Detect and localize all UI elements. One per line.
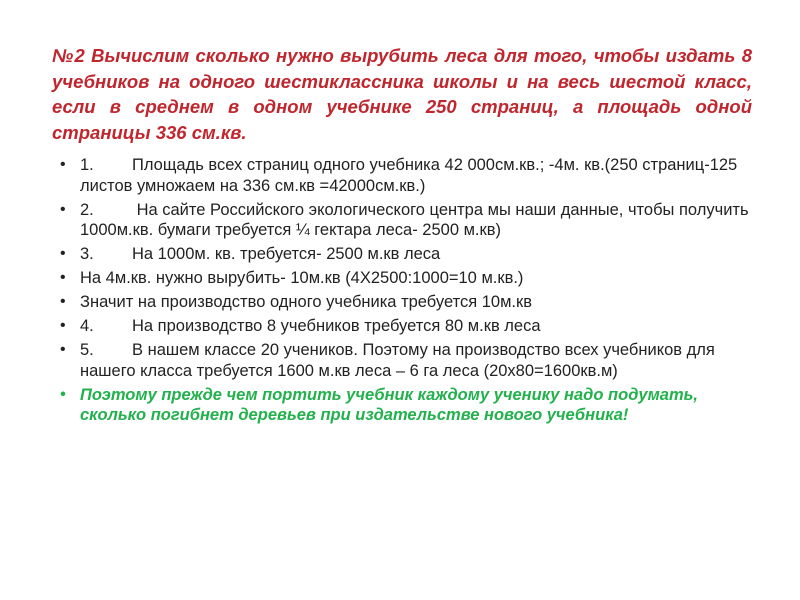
item-text: Значит на производство одного учебника требуется 10м.кв: [80, 293, 532, 311]
slide-title: №2 Вычислим сколько нужно вырубить леса для того, чтобы издать 8 учебников на одного шестиклассника школы и на весь шестой класс, если в среднем в одном учебнике 250 страниц, а площадь одной страницы 336 см.кв.: [52, 45, 752, 143]
item-text: На 4м.кв. нужно вырубить- 10м.кв (4Х2500:1000=10 м.кв.): [80, 269, 524, 287]
item-number: 4.: [80, 317, 94, 335]
list-item-3: [60, 244, 760, 265]
list-item-1: [60, 155, 760, 196]
item-text: На 1000м. кв. требуется- 2500 м.кв леса: [132, 245, 441, 263]
conclusion-item: [60, 385, 760, 426]
bullet-icon: •: [60, 385, 66, 403]
bullet-icon: •: [60, 200, 66, 218]
bullet-icon: •: [60, 269, 66, 286]
bullet-list: [60, 155, 760, 429]
item-text: В нашем классе 20 учеников. Поэтому на производство всех учебников для нашего класса требуется 1600 м.кв леса – 6 га леса (20х80=1600кв.м): [80, 341, 715, 380]
list-item-6: [60, 316, 760, 337]
item-number: 5.: [80, 341, 94, 359]
list-item-7: [60, 340, 760, 381]
list-item-4: [60, 268, 760, 289]
conclusion-text: Поэтому прежде чем портить учебник каждому ученику надо подумать, сколько погибнет деревьев при издательстве нового учебника!: [80, 385, 699, 424]
bullet-icon: •: [60, 293, 66, 310]
item-number: 2.: [80, 200, 94, 219]
item-number: 3.: [80, 245, 94, 263]
bullet-icon: •: [60, 156, 66, 173]
bullet-icon: •: [60, 317, 66, 334]
item-text: На производство 8 учебников требуется 80 м.кв леса: [132, 317, 541, 335]
list-item-2: [60, 200, 760, 241]
item-text: На сайте Российского экологического центра мы наши данные, чтобы получить 1000м.кв. бумаги требуется ¼ гектара леса- 2500 м.кв): [80, 200, 749, 239]
item-text: Площадь всех страниц одного учебника 42 000см.кв.; -4м. кв.(250 страниц-125 листов умножаем на 336 см.кв =42000см.кв.): [80, 156, 738, 195]
bullet-icon: •: [60, 245, 66, 262]
item-number: 1.: [80, 156, 94, 174]
list-item-5: [60, 292, 760, 313]
bullet-icon: •: [60, 341, 66, 358]
